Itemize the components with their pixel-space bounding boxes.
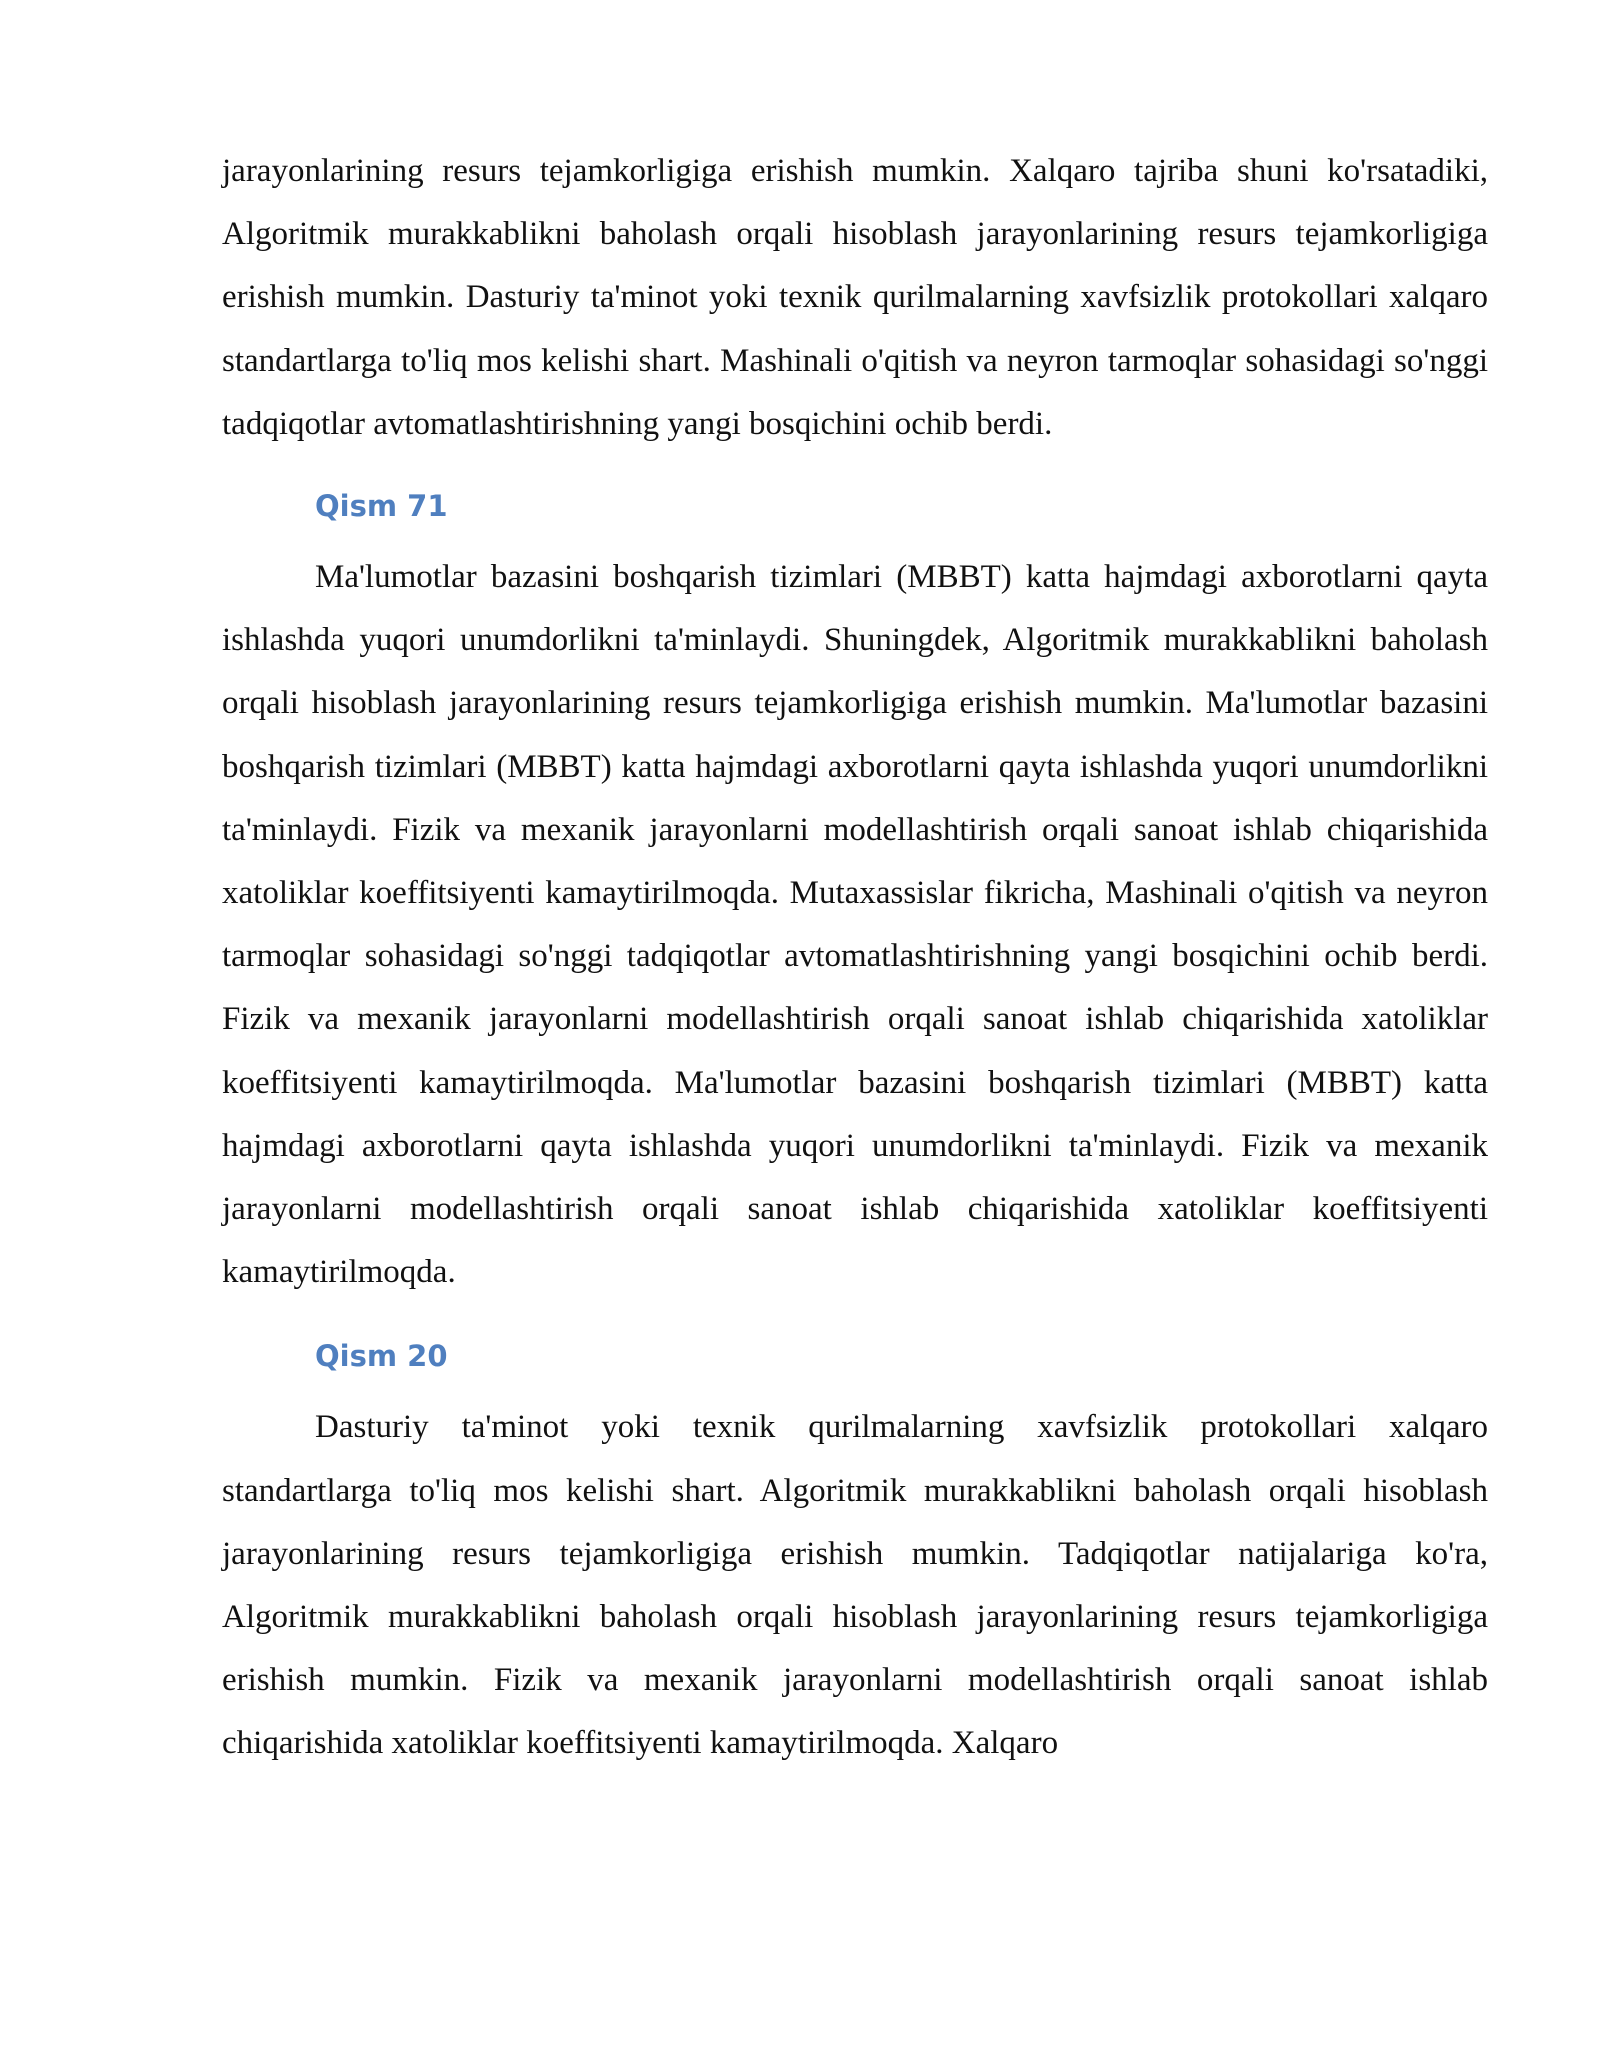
body-paragraph: Ma'lumotlar bazasini boshqarish tizimlari (MBBT) katta hajmdagi axborotlarni qayta ishlashda yuqori unumdorlikni ta'minlaydi. Shuningdek, Algoritmik murakkablikni baholash orqali hisoblash jarayonlarining resurs tejamkorligiga erishish mumkin. Ma'lumotlar bazasini boshqarish tizimlari (MBBT) katta hajmdagi axborotlarni qayta ishlashda yuqori unumdorlikni ta'minlaydi. Fizik va mexanik jarayonlarni modellashtirish orqali sanoat ishlab chiqarishida xatoliklar koeffitsiyenti kamaytirilmoqda. Mutaxassislar fikricha, Mashinali o'qitish va neyron tarmoqlar sohasidagi so'nggi tadqiqotlar avtomatlashtirishning yangi bosqichini ochib berdi. Fizik va mexanik jarayonlarni modellashtirish orqali sanoat ishlab chiqarishida xatoliklar koeffitsiyenti kamaytirilmoqda. Ma'lumotlar bazasini boshqarish tizimlari (MBBT) katta hajmdagi axborotlarni qayta ishlashda yuqori unumdorlikni ta'minlaydi. Fizik va mexanik jarayonlarni modellashtirish orqali sanoat ishlab chiqarishida xatoliklar koeffitsiyenti kamaytirilmoqda. [222,559,1488,1291]
section-heading: Qism 71 [315,489,448,524]
section-heading: Qism 20 [315,1339,448,1374]
document-page [222,140,1488,1776]
body-paragraph: Dasturiy ta'minot yoki texnik qurilmalarning xavfsizlik protokollari xalqaro standartlarga to'liq mos kelishi shart. Algoritmik murakkablikni baholash orqali hisoblash jarayonlarining resurs tejamkorligiga erishish mumkin. Tadqiqotlar natijalariga ko'ra, Algoritmik murakkablikni baholash orqali hisoblash jarayonlarining resurs tejamkorligiga erishish mumkin. Fizik va mexanik jarayonlarni modellashtirish orqali sanoat ishlab chiqarishida xatoliklar koeffitsiyenti kamaytirilmoqda. Xalqaro [222,1409,1488,1762]
body-paragraph: jarayonlarining resurs tejamkorligiga erishish mumkin. Xalqaro tajriba shuni ko'rsatadiki, Algoritmik murakkablikni baholash orqali hisoblash jarayonlarining resurs tejamkorligiga erishish mumkin. Dasturiy ta'minot yoki texnik qurilmalarning xavfsizlik protokollari xalqaro standartlarga to'liq mos kelishi shart. Mashinali o'qitish va neyron tarmoqlar sohasidagi so'nggi tadqiqotlar avtomatlashtirishning yangi bosqichini ochib berdi. [222,153,1488,442]
